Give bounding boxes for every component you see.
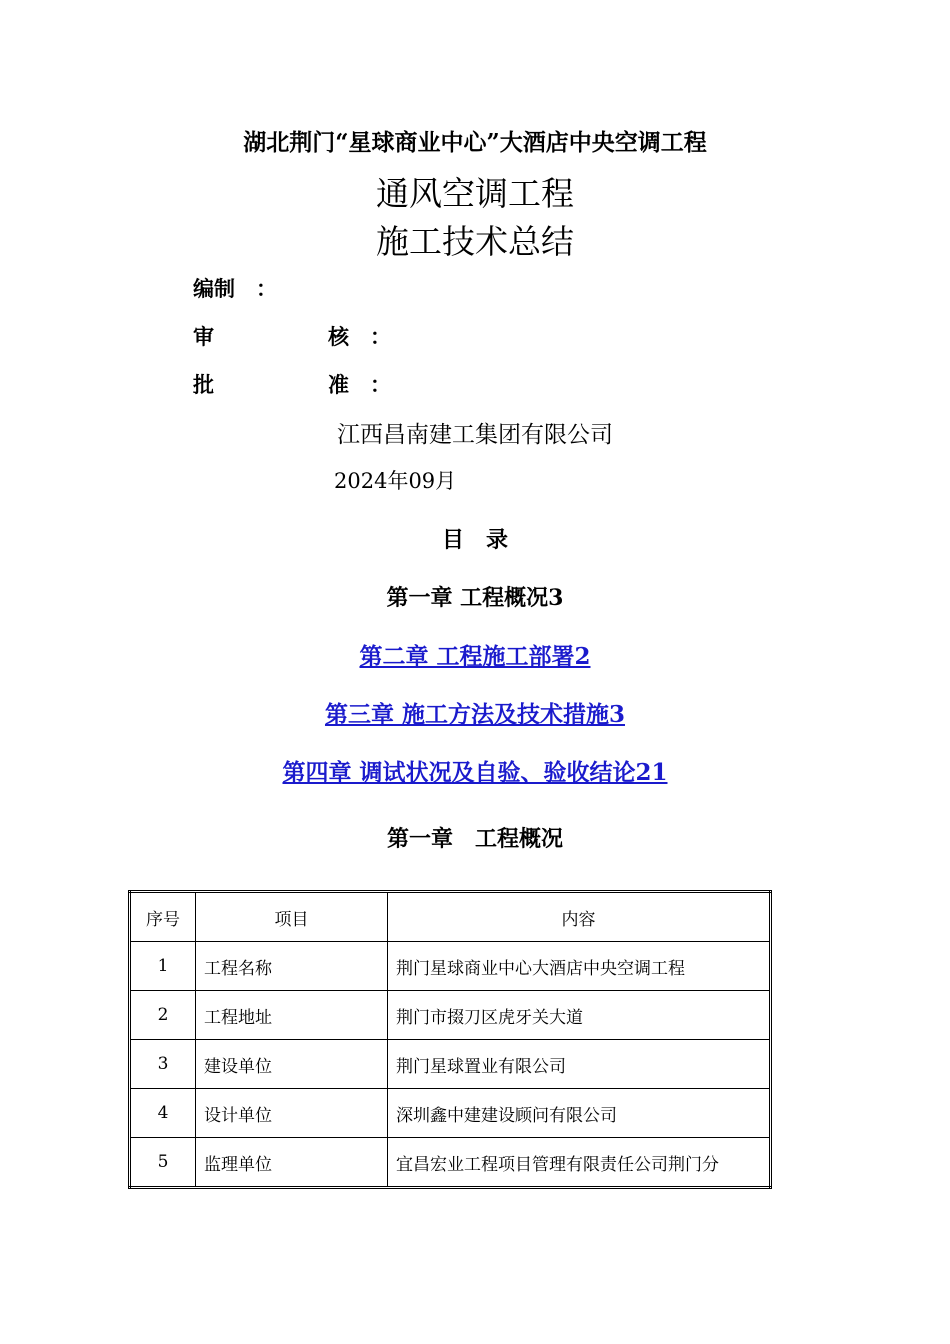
toc-item-chapter1: 第一章 工程概况3 bbox=[386, 585, 564, 611]
cell-content: 宜昌宏业工程项目管理有限责任公司荆门分 bbox=[388, 1138, 771, 1188]
cell-content: 深圳鑫中建建设顾问有限公司 bbox=[388, 1089, 771, 1138]
table-row bbox=[130, 1138, 771, 1188]
chapter1-heading: 第一章 工程概况 bbox=[386, 826, 563, 852]
table-row bbox=[130, 1089, 771, 1138]
company-name: 江西昌南建工集团有限公司 bbox=[337, 422, 613, 448]
header-index: 序号 bbox=[130, 892, 196, 942]
header-content: 内容 bbox=[388, 892, 771, 942]
toc-link-chapter3[interactable] bbox=[0, 696, 950, 729]
title-line2: 通风空调工程 bbox=[376, 174, 574, 213]
approve-label-b: 准 ： bbox=[328, 372, 391, 397]
cell-item: 建设单位 bbox=[196, 1040, 388, 1089]
project-info-table bbox=[128, 890, 772, 1189]
toc-heading: 目 录 bbox=[441, 527, 508, 553]
cell-item: 工程名称 bbox=[196, 942, 388, 991]
cell-content: 荆门市掇刀区虎牙关大道 bbox=[388, 991, 771, 1040]
title-line1: 湖北荆门“星球商业中心”大酒店中央空调工程 bbox=[243, 129, 707, 156]
document-date: 2024年09月 bbox=[334, 469, 457, 493]
review-label-a: 审 bbox=[193, 324, 214, 349]
cell-index: 5 bbox=[130, 1138, 196, 1188]
header-item: 项目 bbox=[196, 892, 388, 942]
review-label-b: 核 ： bbox=[328, 324, 391, 349]
editor-label: 编制 ： bbox=[193, 276, 277, 301]
cell-index: 4 bbox=[130, 1089, 196, 1138]
cell-item: 监理单位 bbox=[196, 1138, 388, 1188]
cell-index: 2 bbox=[130, 991, 196, 1040]
cell-content: 荆门星球置业有限公司 bbox=[388, 1040, 771, 1089]
table-row bbox=[130, 991, 771, 1040]
table-row bbox=[130, 1040, 771, 1089]
table-header-row bbox=[130, 892, 771, 942]
cell-index: 1 bbox=[130, 942, 196, 991]
toc-link-chapter3-text[interactable]: 第三章 施工方法及技术措施3 bbox=[324, 701, 625, 728]
cell-item: 工程地址 bbox=[196, 991, 388, 1040]
title-line3: 施工技术总结 bbox=[376, 222, 574, 261]
toc-link-chapter4[interactable] bbox=[0, 754, 950, 787]
toc-link-chapter4-text[interactable]: 第四章 调试状况及自验、验收结论21 bbox=[282, 759, 668, 786]
approve-label-a: 批 bbox=[193, 372, 214, 397]
cell-content: 荆门星球商业中心大酒店中央空调工程 bbox=[388, 942, 771, 991]
cell-item: 设计单位 bbox=[196, 1089, 388, 1138]
toc-link-chapter2[interactable] bbox=[0, 638, 950, 671]
cell-index: 3 bbox=[130, 1040, 196, 1089]
toc-link-chapter2-text[interactable]: 第二章 工程施工部署2 bbox=[359, 643, 591, 670]
table-row bbox=[130, 942, 771, 991]
